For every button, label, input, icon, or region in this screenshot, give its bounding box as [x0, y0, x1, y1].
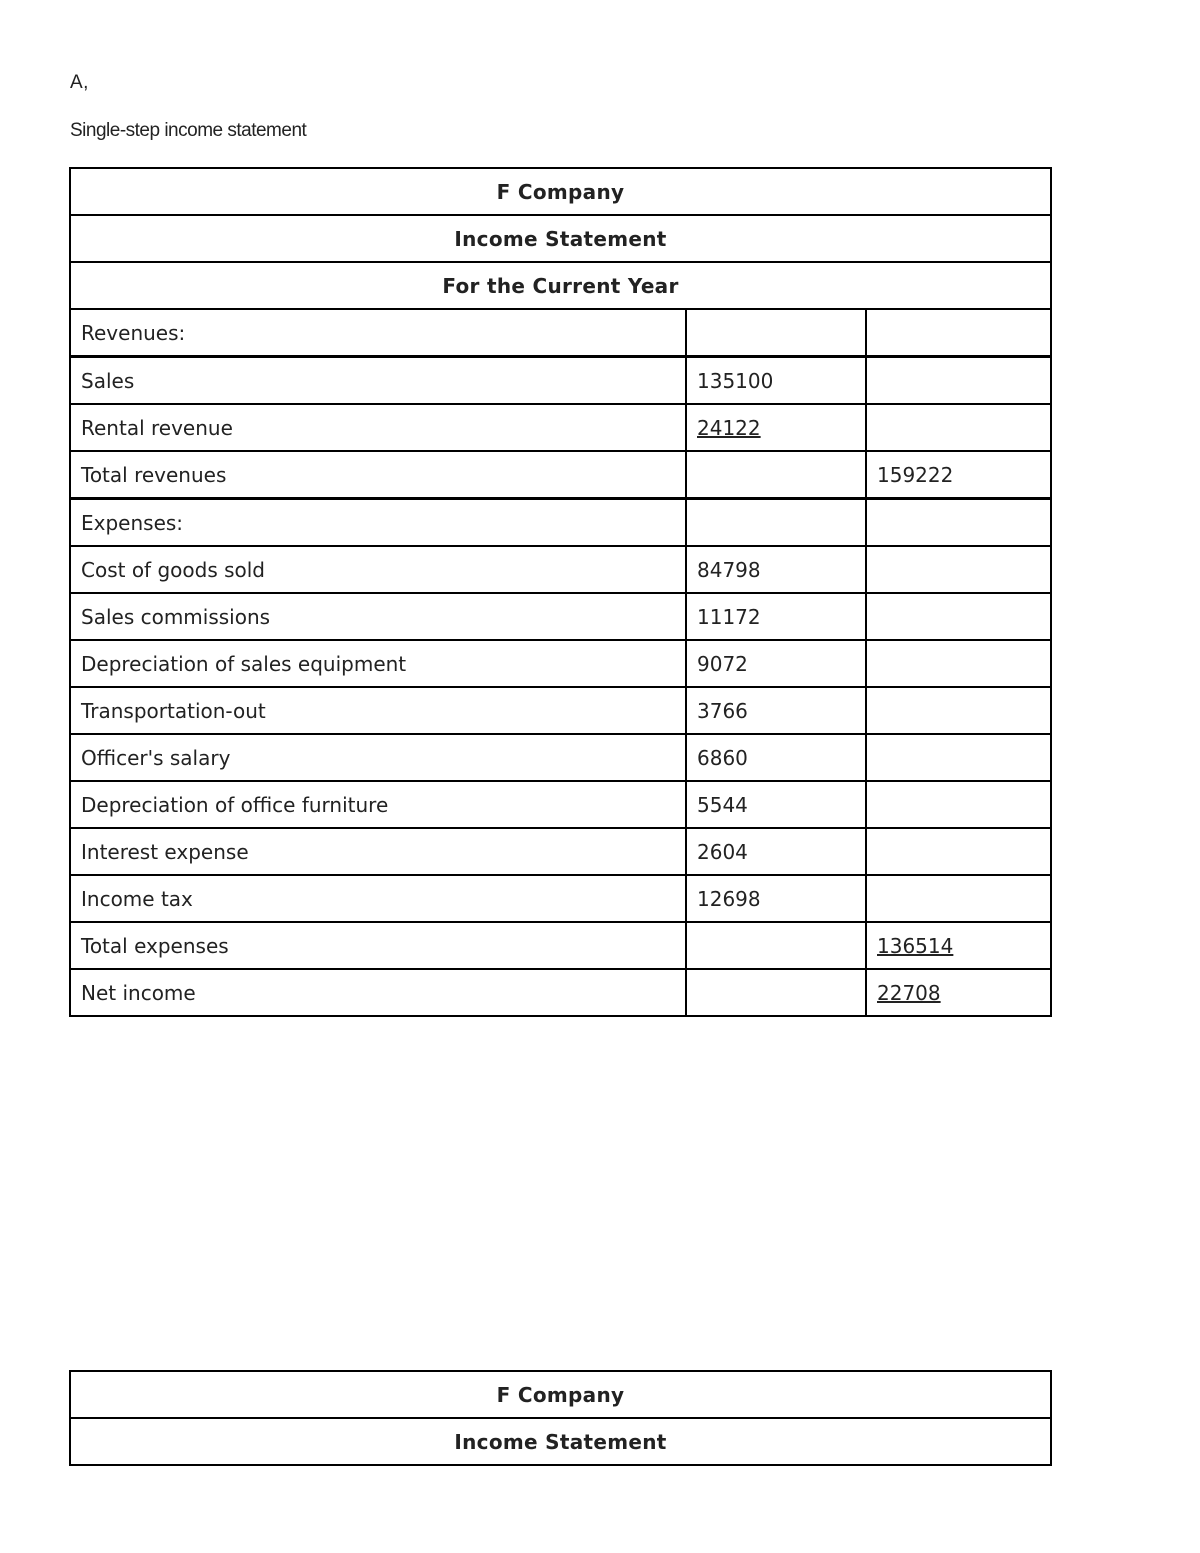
row-amount: 5544: [686, 781, 866, 828]
row-amount: [686, 499, 866, 547]
row-amount: 9072: [686, 640, 866, 687]
row-amount: [686, 922, 866, 969]
row-label: Interest expense: [70, 828, 686, 875]
row-amount: 3766: [686, 687, 866, 734]
row-total: [866, 828, 1051, 875]
table-row: [70, 499, 1051, 547]
table-row: [70, 828, 1051, 875]
row-total: [866, 875, 1051, 922]
row-amount: [686, 404, 866, 451]
row-label: Sales: [70, 357, 686, 405]
table-row: [70, 593, 1051, 640]
row-amount: [686, 451, 866, 499]
row-total: [866, 640, 1051, 687]
row-amount: 6860: [686, 734, 866, 781]
statement-title: Income Statement: [70, 215, 1051, 262]
row-total: [866, 357, 1051, 405]
row-label: Officer's salary: [70, 734, 686, 781]
row-total: [866, 781, 1051, 828]
row-amount: 11172: [686, 593, 866, 640]
row-amount: 135100: [686, 357, 866, 405]
table-header-row: [70, 215, 1051, 262]
company-name: F Company: [70, 168, 1051, 215]
row-total: [866, 499, 1051, 547]
row-label: Depreciation of sales equipment: [70, 640, 686, 687]
table-header-row: [70, 1418, 1051, 1465]
row-label: Revenues:: [70, 309, 686, 357]
table-row: [70, 451, 1051, 499]
row-label: Cost of goods sold: [70, 546, 686, 593]
table-row: [70, 781, 1051, 828]
row-label: Expenses:: [70, 499, 686, 547]
table-row: [70, 969, 1051, 1016]
table-row: [70, 404, 1051, 451]
row-total: [866, 734, 1051, 781]
section-subtitle: Single-step income statement: [70, 120, 307, 141]
row-total: [866, 309, 1051, 357]
table-row: [70, 546, 1051, 593]
table-row: [70, 357, 1051, 405]
row-label: Total expenses: [70, 922, 686, 969]
income-statement-table-2: [69, 1370, 1052, 1466]
row-label: Total revenues: [70, 451, 686, 499]
row-label: Sales commissions: [70, 593, 686, 640]
table-row: [70, 309, 1051, 357]
row-label: Income tax: [70, 875, 686, 922]
statement-period: For the Current Year: [70, 262, 1051, 309]
row-label: Net income: [70, 969, 686, 1016]
underlined-total: 136514: [877, 933, 954, 958]
table-row: [70, 687, 1051, 734]
table-header-row: [70, 168, 1051, 215]
income-statement-table: [69, 167, 1052, 1017]
table-header-row: [70, 262, 1051, 309]
statement-title: Income Statement: [70, 1418, 1051, 1465]
row-label: Transportation-out: [70, 687, 686, 734]
row-total: [866, 687, 1051, 734]
underlined-total: 22708: [877, 980, 941, 1005]
table-header-row: [70, 1371, 1051, 1418]
table-row: [70, 922, 1051, 969]
row-total: 159222: [866, 451, 1051, 499]
row-amount: 2604: [686, 828, 866, 875]
row-total: [866, 969, 1051, 1016]
row-label: Depreciation of office furniture: [70, 781, 686, 828]
row-amount: [686, 309, 866, 357]
table-row: [70, 640, 1051, 687]
company-name: F Company: [70, 1371, 1051, 1418]
section-label: A,: [70, 72, 89, 93]
row-total: [866, 546, 1051, 593]
row-total: [866, 922, 1051, 969]
row-label: Rental revenue: [70, 404, 686, 451]
row-total: [866, 593, 1051, 640]
row-amount: 12698: [686, 875, 866, 922]
row-amount: [686, 969, 866, 1016]
row-total: [866, 404, 1051, 451]
table-row: [70, 875, 1051, 922]
row-amount: 84798: [686, 546, 866, 593]
table-row: [70, 734, 1051, 781]
underlined-amount: 24122: [697, 415, 761, 440]
